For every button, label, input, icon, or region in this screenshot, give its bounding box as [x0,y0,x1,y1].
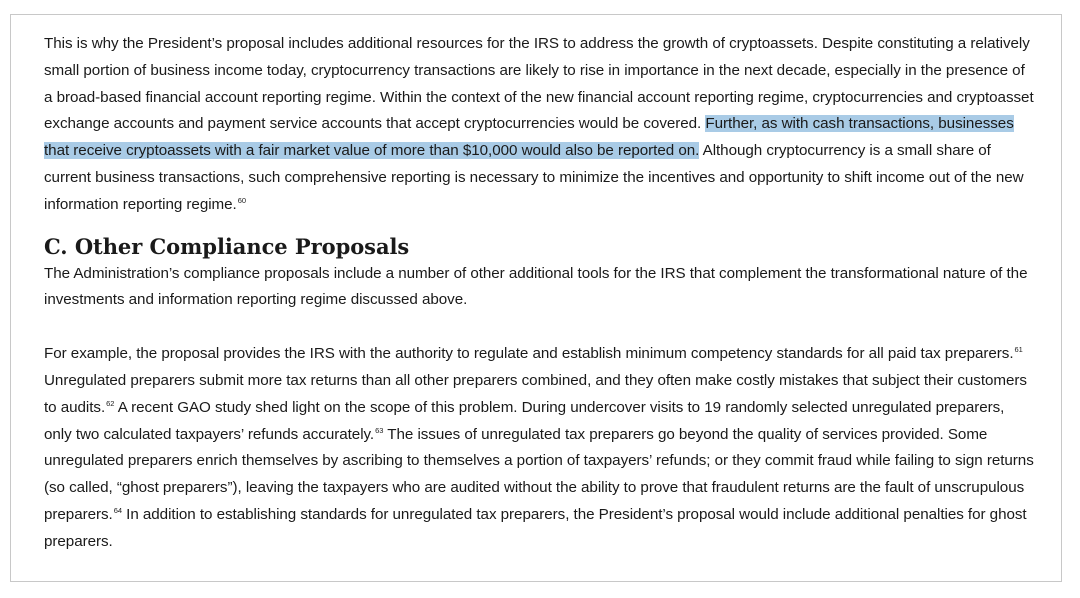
paragraph-crypto [44,31,1034,219]
footnote-ref[interactable]: 64 [113,505,122,515]
footnote-ref[interactable]: 60 [237,195,246,205]
paragraph-text: Unregulated preparers submit more tax returns than all other preparers combined, and they often make costly mistakes that subject their customers to audits. [44,371,1027,416]
paragraph-text: The issues of unregulated tax preparers go beyond the quality of services provided. Some unregulated preparers enrich themselves by ascribing to themselves a portion of taxpayers’ refunds; or they commit fraud while failing to sign returns (so called, “ghost preparers”), leaving the taxpayers who are audited without the ability to prove that fraudulent returns are the fault of unscrupulous preparers. [44,425,1034,523]
document-body [44,31,1034,556]
highlighted-text[interactable]: Further, as with cash transactions, businesses that receive cryptoassets with a fair market value of more than $10,000 would also be reported on. [44,115,1014,160]
paragraph-compliance-intro: The Administration’s compliance proposals include a number of other additional tools for the IRS that complement the transformational nature of the investments and information reporting regime discussed above. [44,264,1028,309]
footnote-ref[interactable]: 62 [106,398,115,408]
paragraph-text: For example, the proposal provides the IRS with the authority to regulate and establish minimum competency standards for all paid tax preparers. [44,345,1014,363]
paragraph-text: In addition to establishing standards for unregulated tax preparers, the President’s proposal would include additional penalties for ghost preparers. [44,505,1027,550]
footnote-ref[interactable]: 63 [375,425,384,435]
paragraph-text: A recent GAO study shed light on the scope of this problem. During undercover visits to 19 randomly selected unregulated preparers, only two calculated taxpayers’ refunds accurately. [44,398,1005,443]
paragraph-text: Although cryptocurrency is a small share of current business transactions, such comprehensive reporting is necessary to minimize the incentives and opportunity to shift income out of the new information reporting regime. [44,142,1024,213]
footnote-ref[interactable]: 61 [1014,345,1023,355]
document-page [10,14,1062,582]
section-heading: C. Other Compliance Proposals [44,233,410,259]
paragraph-text: This is why the President’s proposal includes additional resources for the IRS to address the growth of cryptoassets. Despite constituting a relatively small portion of business income today, cryptocurrency transactions are likely to rise in importance in the next decade, especially in the presence of a broad-based financial account reporting regime. Within the context of the new financial account reporting regime, cryptocurrencies and cryptoasset exchange accounts and payment service accounts that accept cryptocurrencies would be covered. [44,35,1034,133]
paragraph-tax-preparers [44,341,1034,555]
